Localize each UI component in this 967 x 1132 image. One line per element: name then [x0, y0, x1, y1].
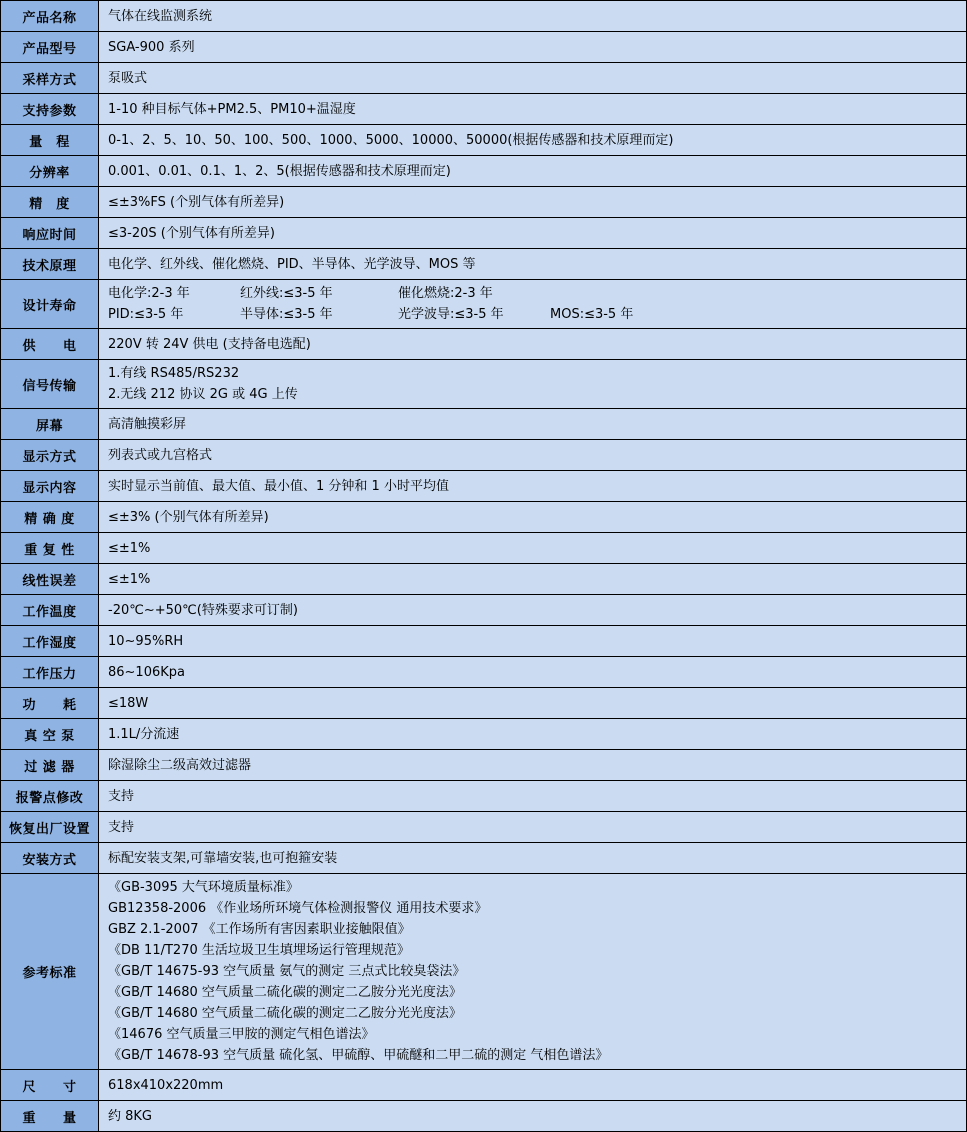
- spec-value-line: ≤±3%FS (个别气体有所差异): [108, 194, 285, 210]
- spec-value: [99, 187, 967, 218]
- spec-value-line: [108, 283, 957, 304]
- spec-label: 精 确 度: [1, 502, 99, 533]
- spec-value: [99, 750, 967, 781]
- table-row: [1, 502, 967, 533]
- table-row: [1, 156, 967, 187]
- spec-value: [99, 688, 967, 719]
- spec-label: 恢复出厂设置: [1, 812, 99, 843]
- spec-value-line: 86~106Kpa: [108, 664, 185, 680]
- spec-value: [99, 812, 967, 843]
- spec-value-segment: MOS:≤3-5 年: [550, 307, 634, 322]
- spec-value: [99, 533, 967, 564]
- spec-label: 真 空 泵: [1, 719, 99, 750]
- spec-value-line: ≤±1%: [108, 571, 151, 587]
- spec-label: 信号传输: [1, 360, 99, 409]
- spec-value-line: GBZ 2.1-2007 《工作场所有害因素职业接触限值》: [108, 922, 411, 937]
- spec-label: 显示方式: [1, 440, 99, 471]
- spec-value: [99, 440, 967, 471]
- spec-label: 过 滤 器: [1, 750, 99, 781]
- spec-value-line: 0.001、0.01、0.1、1、2、5(根据传感器和技术原理而定): [108, 163, 451, 179]
- table-row: [1, 688, 967, 719]
- spec-value-line: SGA-900 系列: [108, 39, 195, 55]
- spec-label: 工作压力: [1, 657, 99, 688]
- spec-value-line: 电化学、红外线、催化燃烧、PID、半导体、光学波导、MOS 等: [108, 256, 476, 272]
- spec-label: 线性误差: [1, 564, 99, 595]
- spec-value-line: 0-1、2、5、10、50、100、500、1000、5000、10000、50000(根据传感器和技术原理而定): [108, 132, 674, 148]
- spec-value-segment: PID:≤3-5 年: [108, 307, 184, 322]
- spec-value-line: ≤3-20S (个别气体有所差异): [108, 225, 275, 241]
- spec-label: 工作湿度: [1, 626, 99, 657]
- spec-value-segment: 催化燃烧:2-3 年: [398, 286, 493, 301]
- spec-value: [99, 471, 967, 502]
- spec-value-line: ≤±3% (个别气体有所差异): [108, 509, 269, 525]
- spec-value-line: 支持: [108, 819, 135, 835]
- spec-value-line: 泵吸式: [108, 70, 148, 86]
- spec-value: [99, 360, 967, 409]
- table-row: [1, 187, 967, 218]
- table-row: [1, 1070, 967, 1101]
- table-row: [1, 1, 967, 32]
- spec-value-segment: 半导体:≤3-5 年: [240, 307, 333, 322]
- table-row: [1, 94, 967, 125]
- spec-label: 安装方式: [1, 843, 99, 874]
- spec-label: 支持参数: [1, 94, 99, 125]
- table-row: [1, 564, 967, 595]
- spec-label: 供 电: [1, 329, 99, 360]
- table-row: [1, 719, 967, 750]
- spec-label: 重 量: [1, 1101, 99, 1132]
- spec-value-line: 标配安装支架,可靠墙安装,也可抱箍安装: [108, 850, 338, 866]
- spec-value-line: 《DB 11/T270 生活垃圾卫生填埋场运行管理规范》: [108, 943, 410, 958]
- spec-value: [99, 409, 967, 440]
- spec-value: [99, 1101, 967, 1132]
- spec-value: [99, 843, 967, 874]
- table-row: [1, 843, 967, 874]
- spec-value-line: 《14676 空气质量三甲胺的测定气相色谱法》: [108, 1027, 375, 1042]
- spec-value-segment: 电化学:2-3 年: [108, 286, 190, 301]
- table-row: [1, 874, 967, 1070]
- table-row: [1, 329, 967, 360]
- spec-value-line: 支持: [108, 788, 135, 804]
- spec-value: [99, 657, 967, 688]
- spec-value-line: 220V 转 24V 供电 (支持备电选配): [108, 336, 311, 352]
- spec-value: [99, 329, 967, 360]
- table-row: [1, 533, 967, 564]
- spec-label: 工作温度: [1, 595, 99, 626]
- spec-value-line: 约 8KG: [108, 1108, 153, 1124]
- spec-label: 分辨率: [1, 156, 99, 187]
- table-row: [1, 657, 967, 688]
- spec-table-body: [1, 1, 967, 1132]
- spec-value-line: 《GB/T 14675-93 空气质量 氨气的测定 三点式比较臭袋法》: [108, 964, 466, 979]
- spec-label: 重 复 性: [1, 533, 99, 564]
- spec-value: [99, 32, 967, 63]
- table-row: [1, 471, 967, 502]
- table-row: [1, 32, 967, 63]
- spec-label: 设计寿命: [1, 280, 99, 329]
- spec-value-line: 1.有线 RS485/RS232: [108, 366, 240, 381]
- table-row: [1, 440, 967, 471]
- spec-value-line: 《GB/T 14680 空气质量二硫化碳的测定二乙胺分光光度法》: [108, 985, 462, 1000]
- table-row: [1, 280, 967, 329]
- spec-value-line: 2.无线 212 协议 2G 或 4G 上传: [108, 387, 298, 402]
- spec-value-line: 除湿除尘二级高效过滤器: [108, 757, 252, 773]
- spec-value-line: GB12358-2006 《作业场所环境气体检测报警仪 通用技术要求》: [108, 901, 488, 916]
- spec-label: 精 度: [1, 187, 99, 218]
- spec-value: [99, 595, 967, 626]
- spec-value-line: 列表式或九宫格式: [108, 447, 213, 463]
- spec-value-line: 618x410x220mm: [108, 1077, 224, 1093]
- spec-label: 参考标准: [1, 874, 99, 1070]
- spec-label: 技术原理: [1, 249, 99, 280]
- spec-value-line: ≤±1%: [108, 540, 151, 556]
- spec-value: [99, 719, 967, 750]
- spec-value-line: 10~95%RH: [108, 633, 184, 649]
- spec-value: [99, 125, 967, 156]
- table-row: [1, 218, 967, 249]
- spec-value: [99, 874, 967, 1070]
- table-row: [1, 595, 967, 626]
- spec-value-line: 1-10 种目标气体+PM2.5、PM10+温湿度: [108, 101, 356, 117]
- spec-value-line: 《GB/T 14680 空气质量二硫化碳的测定二乙胺分光光度法》: [108, 1006, 462, 1021]
- table-row: [1, 626, 967, 657]
- spec-label: 显示内容: [1, 471, 99, 502]
- spec-label: 采样方式: [1, 63, 99, 94]
- table-row: [1, 63, 967, 94]
- spec-value: [99, 218, 967, 249]
- table-row: [1, 781, 967, 812]
- spec-value-line: [108, 304, 957, 325]
- spec-label: 产品名称: [1, 1, 99, 32]
- spec-label: 报警点修改: [1, 781, 99, 812]
- spec-value: [99, 1070, 967, 1101]
- table-row: [1, 812, 967, 843]
- spec-value: [99, 626, 967, 657]
- spec-label: 产品型号: [1, 32, 99, 63]
- spec-label: 功 耗: [1, 688, 99, 719]
- spec-value: [99, 63, 967, 94]
- spec-value: [99, 249, 967, 280]
- spec-label: 响应时间: [1, 218, 99, 249]
- spec-value: [99, 502, 967, 533]
- spec-value-line: ≤18W: [108, 695, 149, 711]
- table-row: [1, 1101, 967, 1132]
- spec-label: 量 程: [1, 125, 99, 156]
- spec-value: [99, 94, 967, 125]
- spec-value-line: 实时显示当前值、最大值、最小值、1 分钟和 1 小时平均值: [108, 478, 449, 494]
- spec-value-segment: 红外线:≤3-5 年: [240, 286, 333, 301]
- spec-value-line: -20℃~+50℃(特殊要求可订制): [108, 602, 298, 618]
- table-row: [1, 249, 967, 280]
- spec-value: [99, 781, 967, 812]
- spec-label: 屏幕: [1, 409, 99, 440]
- spec-value-line: 《GB-3095 大气环境质量标准》: [108, 880, 299, 895]
- spec-value-line: 《GB/T 14678-93 空气质量 硫化氢、甲硫醇、甲硫醚和二甲二硫的测定 气相色谱法》: [108, 1048, 609, 1063]
- spec-value: [99, 280, 967, 329]
- spec-value-line: 1.1L/分流速: [108, 726, 180, 742]
- table-row: [1, 750, 967, 781]
- spec-value: [99, 1, 967, 32]
- spec-value-segment: 光学波导:≤3-5 年: [398, 307, 504, 322]
- table-row: [1, 360, 967, 409]
- spec-value: [99, 564, 967, 595]
- spec-value: [99, 156, 967, 187]
- spec-label: 尺 寸: [1, 1070, 99, 1101]
- table-row: [1, 409, 967, 440]
- spec-value-line: 高清触摸彩屏: [108, 416, 187, 432]
- spec-value-line: 气体在线监测系统: [108, 8, 213, 24]
- table-row: [1, 125, 967, 156]
